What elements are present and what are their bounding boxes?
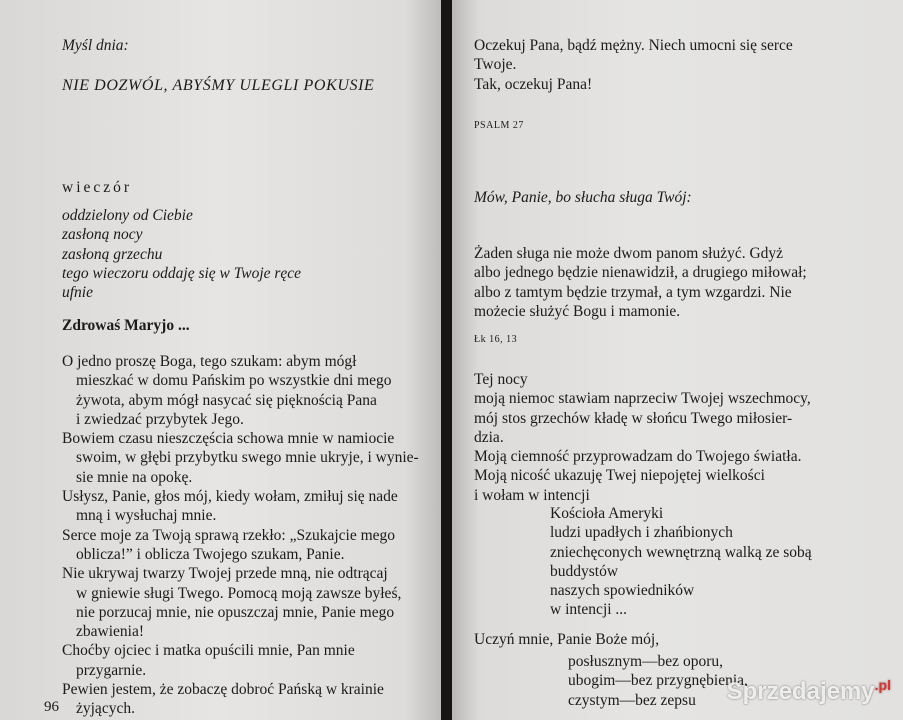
night-line: i wołam w intencji	[474, 486, 590, 504]
psalm-line: O jedno proszę Boga, tego szukam: abym mógł	[62, 353, 357, 370]
night-line: Moją nicość ukazuję Twej niepojętej wielkości	[474, 467, 765, 485]
poem-line: tego wieczoru oddaję się w Twoje ręce	[62, 264, 302, 282]
intention-item: ludzi upadłych i zhańbionych	[550, 524, 733, 542]
intention-item: Kościoła Ameryki	[550, 505, 664, 522]
psalm-line: przygarnie.	[76, 661, 147, 679]
psalm-end-line: Oczekuj Pana, bądź mężny. Niech umocni się serce	[474, 37, 793, 54]
gospel-line: możecie służyć Bogu i mamonie.	[474, 302, 681, 320]
psalm-line: żyjących.	[76, 700, 135, 718]
psalm-line: i zwiedzać przybytek Jego.	[76, 410, 244, 428]
psalm-line: oblicza!” i oblicza Twojego szukam, Panie.	[76, 545, 345, 563]
thought-title: NIE DOZWÓL, ABYŚMY ULEGLI POKUSIE	[62, 77, 375, 94]
virtue-item: czystym—bez zepsu	[568, 691, 696, 709]
psalm-line: Usłysz, Panie, głos mój, kiedy wołam, zmiłuj się nade	[62, 488, 398, 506]
virtue-item: ubogim—bez przygnębienia,	[568, 672, 748, 690]
poem-line: ufnie	[62, 284, 93, 302]
gospel-line: albo jednego będzie nienawidził, a drugiego miłował;	[474, 264, 807, 282]
psalm-line: swoim, w głębi przybytku swego mnie ukryje, i wynie-	[76, 449, 419, 467]
poem-line: oddzielony od Ciebie	[62, 207, 193, 224]
psalm-reference: PSALM 27	[474, 120, 524, 131]
night-line: mój stos grzechów kładę w słońcu Twego miłosier-	[474, 409, 793, 427]
intentions-list	[550, 504, 812, 620]
night-line: moją niemoc stawiam naprzeciw Twojej wszechmocy,	[474, 390, 811, 408]
night-prayer	[474, 370, 811, 505]
psalm-line: zbawienia!	[76, 623, 144, 641]
intention-item: w intencji ...	[550, 601, 628, 619]
right-page	[452, 0, 903, 720]
virtue-item: posłusznym—bez oporu,	[568, 653, 723, 670]
night-line: dzia.	[474, 428, 504, 446]
psalm-line: mną i wysłuchaj mnie.	[76, 507, 217, 525]
left-page	[0, 0, 441, 720]
watermark-text: Sprzedajemy	[726, 678, 875, 705]
psalm-line: Serce moje za Twoją sprawą rzekło: „Szukajcie mego	[62, 526, 396, 544]
make-me-line: Uczyń mnie, Panie Boże mój,	[474, 631, 660, 648]
psalm-line: w gniewie sługi Twego. Pomocą moją zawsze byłeś,	[76, 584, 402, 602]
psalm-line: Pewien jestem, że zobaczę dobroć Pańską w krainie	[62, 681, 384, 699]
psalm-ending	[474, 36, 793, 94]
speak-lord-line: Mów, Panie, bo słucha sługa Twój:	[474, 189, 692, 206]
psalm-line: Choćby ojciec i matka opuścili mnie, Pan mnie	[62, 642, 355, 660]
watermark-logo	[727, 677, 891, 706]
evening-poem	[62, 206, 301, 302]
book-gutter	[441, 0, 452, 720]
psalm-end-line: Tak, oczekuj Pana!	[474, 75, 593, 93]
poem-line: zasłoną grzechu	[62, 245, 163, 263]
gospel-line: Żaden sługa nie może dwom panom służyć. Gdyż	[474, 245, 784, 262]
psalm-line: mieszkać w domu Pańskim po wszystkie dni mego	[76, 372, 392, 390]
psalm-text	[62, 352, 432, 719]
psalm-line: sie mnie na opokę.	[76, 468, 193, 486]
gospel-reference: Łk 16, 13	[474, 334, 518, 345]
psalm-end-line: Twoje.	[474, 56, 517, 74]
gospel-text	[474, 244, 807, 321]
evening-label: wieczór	[62, 179, 133, 196]
intention-item: zniechęconych wewnętrzną walką ze sobą	[550, 543, 812, 561]
intention-item: naszych spowiedników	[550, 582, 695, 600]
night-line: Tej nocy	[474, 371, 528, 388]
watermark-suffix: .pl	[874, 677, 891, 693]
night-line: Moją ciemność przyprowadzam do Twojego światła.	[474, 448, 802, 466]
prayer-heading: Zdrowaś Maryjo ...	[62, 317, 190, 334]
psalm-line: nie porzucaj mnie, nie opuszczaj mnie, Panie mego	[76, 603, 395, 621]
virtues-list	[568, 652, 748, 710]
page-number: 96	[44, 699, 59, 715]
psalm-line: żywota, abym mógł nasycać się pięknością Pana	[76, 391, 377, 409]
psalm-line: Bowiem czasu nieszczęścia schowa mnie w namiocie	[62, 430, 395, 448]
gospel-line: albo z tamtym będzie trzymał, a tym wzgardzi. Nie	[474, 283, 792, 301]
poem-line: zasłoną nocy	[62, 226, 143, 244]
psalm-line: Nie ukrywaj twarzy Twojej przede mną, nie odtrącaj	[62, 565, 388, 583]
bleed-through-text	[230, 4, 291, 139]
thought-label: Myśl dnia:	[62, 37, 129, 54]
intention-item: buddystów	[550, 562, 619, 580]
